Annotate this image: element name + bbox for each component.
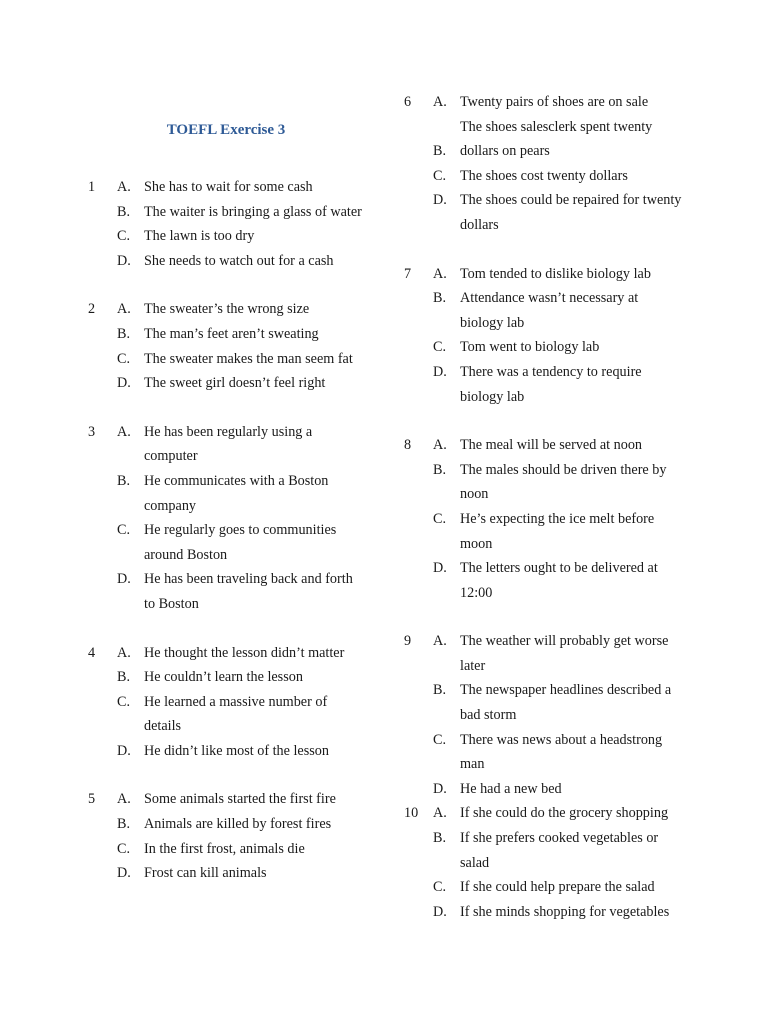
option-letter: D. xyxy=(433,903,447,920)
option-1b xyxy=(88,200,388,225)
option-text: Animals are killed by forest fires xyxy=(144,816,332,833)
option-letter: D. xyxy=(117,375,131,392)
option-text: The lawn is too dry xyxy=(144,228,255,245)
option-1d xyxy=(88,249,388,274)
option-3b xyxy=(88,469,388,518)
question-number: 4 xyxy=(88,644,96,661)
option-letter: A. xyxy=(117,423,131,440)
option-8a xyxy=(404,433,704,458)
option-text: Frost can kill animals xyxy=(144,865,267,882)
option-letter: C. xyxy=(117,228,131,245)
option-7a xyxy=(404,262,704,287)
question-8 xyxy=(404,433,704,605)
option-text: The sweater’s the wrong size xyxy=(144,301,310,318)
option-text: If she prefers cooked vegetables or salad xyxy=(460,830,659,871)
question-number: 1 xyxy=(88,179,96,195)
option-text: He learned a massive number of details xyxy=(144,693,328,735)
option-2d xyxy=(88,371,388,396)
option-10a xyxy=(404,801,704,826)
option-6-continued xyxy=(404,115,704,140)
option-letter: D. xyxy=(433,363,447,380)
option-letter: A. xyxy=(117,179,131,195)
option-9b xyxy=(404,678,704,727)
option-letter: C. xyxy=(117,350,131,367)
option-text: The sweet girl doesn’t feel right xyxy=(144,375,326,392)
option-text: The meal will be served at noon xyxy=(460,437,643,454)
option-5d xyxy=(88,861,388,886)
option-text: Attendance wasn’t necessary at biology lab xyxy=(460,290,639,331)
option-text: The man’s feet aren’t sweating xyxy=(144,325,319,342)
option-10d xyxy=(404,900,704,925)
option-text: Some animals started the first fire xyxy=(144,791,336,808)
option-9a xyxy=(404,629,704,678)
option-letter: A. xyxy=(433,94,447,110)
option-letter: B. xyxy=(433,682,447,699)
option-text: He thought the lesson didn’t matter xyxy=(144,644,345,661)
option-letter: B. xyxy=(117,203,131,220)
option-6c xyxy=(404,164,704,189)
option-letter: D. xyxy=(433,192,447,209)
option-9c xyxy=(404,728,704,777)
option-text: She has to wait for some cash xyxy=(144,179,313,195)
option-10c xyxy=(404,875,704,900)
option-8c xyxy=(404,507,704,556)
option-letter: D. xyxy=(117,252,131,269)
option-letter: B. xyxy=(117,325,131,342)
option-letter: C. xyxy=(433,339,447,356)
questions-column-left xyxy=(88,175,388,886)
option-text: dollars on pears xyxy=(460,143,550,160)
option-letter: A. xyxy=(433,265,447,282)
option-text: The newspaper headlines described a bad storm xyxy=(460,682,672,724)
option-letter: B. xyxy=(433,461,447,478)
option-text: If she minds shopping for vegetables xyxy=(460,903,670,920)
option-letter: D. xyxy=(117,742,131,759)
option-9d xyxy=(404,777,704,802)
option-letter: B. xyxy=(117,669,131,686)
option-text: He couldn’t learn the lesson xyxy=(144,669,303,686)
question-2 xyxy=(88,297,388,395)
option-5c xyxy=(88,837,388,862)
option-3c xyxy=(88,518,388,567)
option-text: He communicates with a Boston company xyxy=(144,472,329,514)
option-text: The shoes salesclerk spent twenty xyxy=(460,118,653,135)
option-8d xyxy=(404,556,704,605)
option-text: He has been traveling back and forth to Boston xyxy=(144,571,353,612)
option-text: The shoes cost twenty dollars xyxy=(460,167,628,184)
option-letter: D. xyxy=(433,780,447,797)
option-text: The shoes could be repaired for twenty dollars xyxy=(460,192,682,233)
option-letter: C. xyxy=(117,693,131,710)
question-number: 9 xyxy=(404,633,412,650)
option-letter: B. xyxy=(433,143,447,160)
question-3 xyxy=(88,420,388,617)
questions-column-right xyxy=(404,90,704,924)
option-letter: B. xyxy=(117,816,131,833)
option-letter: D. xyxy=(117,865,131,882)
question-5 xyxy=(88,787,388,885)
option-letter: C. xyxy=(433,510,447,527)
option-text: Tom tended to dislike biology lab xyxy=(460,265,651,282)
option-3a xyxy=(88,420,388,469)
question-number: 3 xyxy=(88,423,96,440)
option-letter: D. xyxy=(433,560,447,577)
option-6b xyxy=(404,139,704,164)
option-text: He regularly goes to communities around Boston xyxy=(144,522,337,563)
question-number: 7 xyxy=(404,265,412,282)
option-letter: C. xyxy=(433,167,447,184)
question-number: 10 xyxy=(404,805,419,822)
option-5a xyxy=(88,787,388,812)
option-letter: B. xyxy=(433,830,447,847)
question-9 xyxy=(404,629,704,801)
option-letter: C. xyxy=(433,731,447,748)
option-letter: D. xyxy=(117,571,131,588)
option-letter: A. xyxy=(433,805,447,822)
option-text: If she could do the grocery shopping xyxy=(460,805,669,822)
option-text: He has been regularly using a computer xyxy=(144,423,313,465)
question-1 xyxy=(88,175,388,273)
option-text: The males should be driven there by noon xyxy=(460,461,667,503)
question-7 xyxy=(404,262,704,410)
option-letter: B. xyxy=(433,290,447,307)
option-7c xyxy=(404,335,704,360)
option-4a xyxy=(88,641,388,666)
option-letter: B. xyxy=(117,472,131,489)
question-6 xyxy=(404,90,704,238)
option-text: He didn’t like most of the lesson xyxy=(144,742,329,759)
question-number: 8 xyxy=(404,437,412,454)
option-text: He had a new bed xyxy=(460,780,562,797)
option-8b xyxy=(404,458,704,507)
option-letter: A. xyxy=(433,633,447,650)
option-1a xyxy=(88,175,388,200)
question-number: 2 xyxy=(88,301,96,318)
option-text: Tom went to biology lab xyxy=(460,339,600,356)
option-7b xyxy=(404,286,704,335)
option-letter: C. xyxy=(433,879,447,896)
option-4d xyxy=(88,739,388,764)
option-2a xyxy=(88,297,388,322)
option-letter: A. xyxy=(117,644,131,661)
option-text: The sweater makes the man seem fat xyxy=(144,350,353,367)
option-letter: A. xyxy=(117,791,131,808)
option-letter: A. xyxy=(433,437,447,454)
option-text: There was a tendency to require biology lab xyxy=(460,363,642,405)
question-4 xyxy=(88,641,388,764)
option-letter: A. xyxy=(117,301,131,318)
option-letter: C. xyxy=(117,840,131,857)
option-10b xyxy=(404,826,704,875)
option-2b xyxy=(88,322,388,347)
option-text: She needs to watch out for a cash xyxy=(144,252,334,269)
question-number: 6 xyxy=(404,94,412,110)
option-text: The letters ought to be delivered at 12:00 xyxy=(460,560,658,601)
option-6d xyxy=(404,188,704,237)
page-title: TOEFL Exercise 3 xyxy=(166,122,286,138)
option-text: The weather will probably get worse later xyxy=(460,633,669,674)
option-6a xyxy=(404,90,704,115)
option-text: In the first frost, animals die xyxy=(144,840,305,857)
option-text: If she could help prepare the salad xyxy=(460,879,655,896)
option-text: There was news about a headstrong man xyxy=(460,731,663,773)
option-4c xyxy=(88,690,388,739)
option-1c xyxy=(88,224,388,249)
option-5b xyxy=(88,812,388,837)
option-text: The waiter is bringing a glass of water xyxy=(144,203,362,220)
option-text: He’s expecting the ice melt before moon xyxy=(460,510,655,552)
question-number: 5 xyxy=(88,791,96,808)
option-4b xyxy=(88,665,388,690)
question-10 xyxy=(404,801,704,924)
option-2c xyxy=(88,347,388,372)
option-text: Twenty pairs of shoes are on sale xyxy=(460,94,649,110)
option-letter: C. xyxy=(117,522,131,539)
option-7d xyxy=(404,360,704,409)
option-3d xyxy=(88,567,388,616)
